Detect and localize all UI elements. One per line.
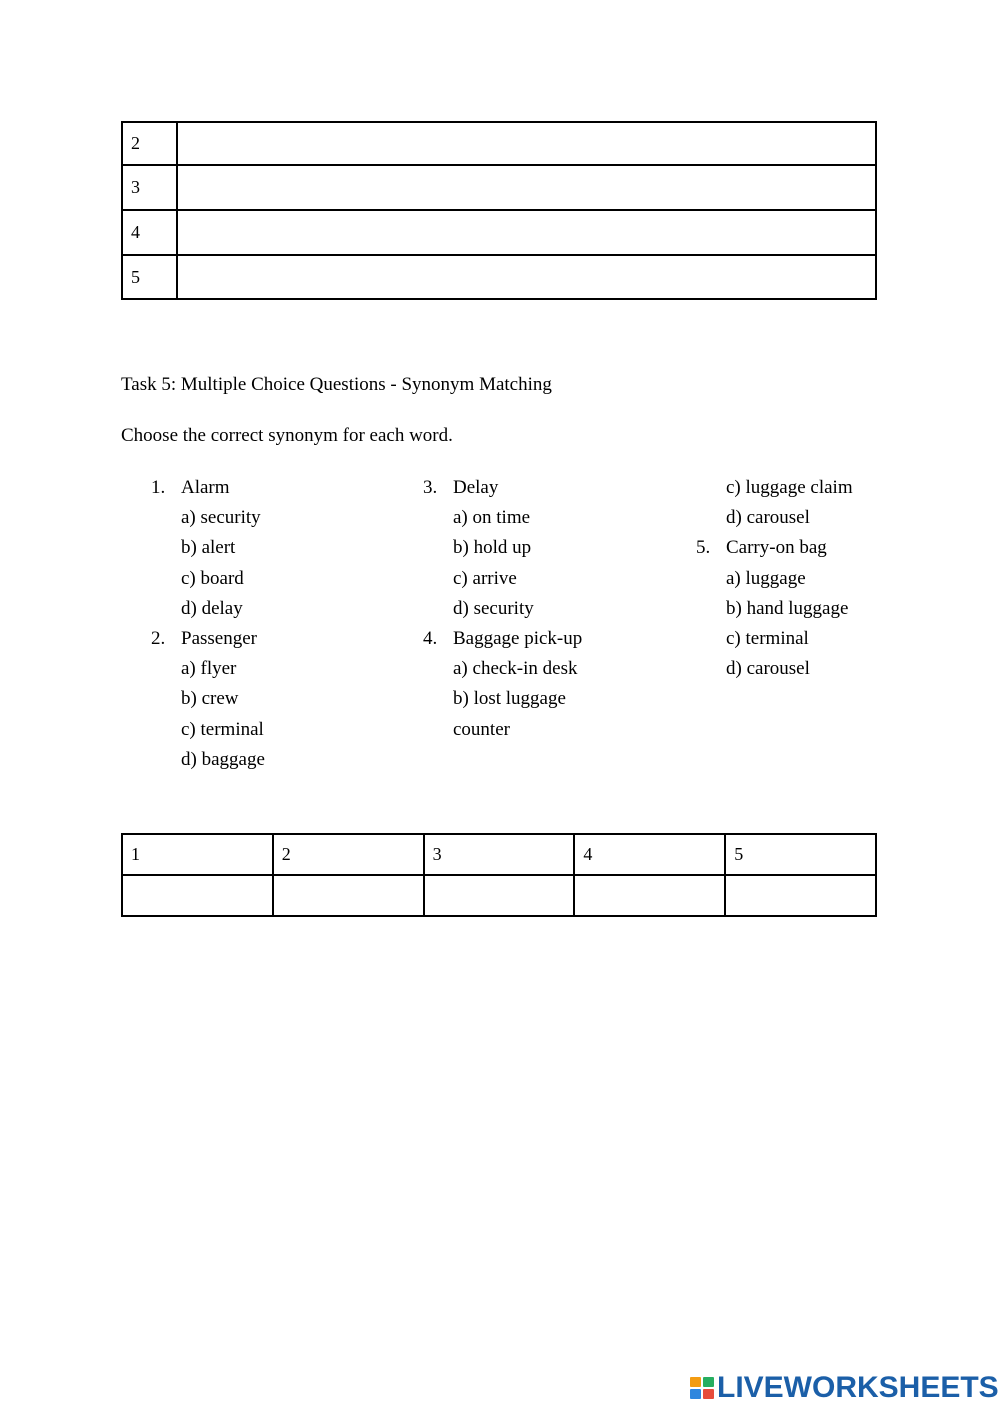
option-d: d) delay — [181, 597, 243, 619]
table-row — [122, 165, 876, 210]
option-a: a) flyer — [181, 658, 237, 680]
question-number: 1. — [151, 477, 166, 498]
answer-cell[interactable] — [177, 210, 876, 255]
option-b: b) hold up — [453, 537, 532, 559]
grid-header: 5 — [725, 834, 876, 875]
option-b: b) hand luggage — [726, 597, 849, 619]
row-number: 2 — [122, 122, 177, 165]
table-row — [122, 875, 876, 916]
row-number: 5 — [122, 255, 177, 299]
option-b: b) lost luggage — [453, 688, 566, 710]
logo-text: LIVEWORKSHEETS — [717, 1371, 999, 1404]
answer-cell[interactable] — [177, 255, 876, 299]
table-row — [122, 122, 876, 165]
grid-header: 2 — [273, 834, 424, 875]
answer-cell[interactable] — [424, 875, 575, 916]
option-a: a) on time — [453, 507, 531, 529]
option-d: d) baggage — [181, 748, 265, 770]
question-column-1 — [121, 473, 381, 775]
question-1 — [121, 473, 381, 503]
question-3 — [393, 473, 653, 503]
option-b: b) crew — [181, 688, 239, 710]
liveworksheets-logo — [690, 1373, 999, 1403]
option-c: c) luggage claim — [726, 477, 853, 498]
row-number: 3 — [122, 165, 177, 210]
answer-cell[interactable] — [725, 875, 876, 916]
grid-header: 4 — [574, 834, 725, 875]
answer-grid — [121, 833, 877, 917]
question-word: Passenger — [181, 627, 257, 649]
option-b: b) alert — [181, 537, 236, 559]
option-c: c) terminal — [726, 627, 809, 649]
answer-cell[interactable] — [574, 875, 725, 916]
option-d: d) carousel — [726, 507, 810, 529]
question-column-3 — [666, 473, 926, 684]
answer-cell[interactable] — [273, 875, 424, 916]
question-word: Carry-on bag — [726, 537, 827, 559]
table-row — [122, 834, 876, 875]
task-title: Task 5: Multiple Choice Questions - Synonym Matching — [121, 374, 552, 395]
row-number: 4 — [122, 210, 177, 255]
question-number: 4. — [423, 627, 438, 649]
task-instructions: Choose the correct synonym for each word. — [121, 425, 453, 446]
answer-cell[interactable] — [122, 875, 273, 916]
option-d: d) carousel — [726, 658, 810, 680]
question-column-2 — [393, 473, 653, 745]
grid-header: 3 — [424, 834, 575, 875]
grid-header: 1 — [122, 834, 273, 875]
question-4 — [393, 624, 653, 654]
answer-cell[interactable] — [177, 165, 876, 210]
answer-cell[interactable] — [177, 122, 876, 165]
option-c: c) terminal — [181, 718, 264, 740]
question-word: Alarm — [181, 477, 230, 498]
question-word: Delay — [453, 477, 499, 498]
question-5 — [666, 533, 926, 563]
question-number: 5. — [696, 537, 711, 559]
option-c: c) board — [181, 567, 244, 589]
question-word: Baggage pick-up — [453, 627, 583, 649]
option-a: a) security — [181, 507, 261, 529]
option-a: a) check-in desk — [453, 658, 578, 680]
option-c: c) arrive — [453, 567, 517, 589]
question-2 — [121, 624, 381, 654]
table-row — [122, 255, 876, 299]
option-b-continued: counter — [453, 718, 510, 740]
option-d: d) security — [453, 597, 534, 619]
option-a: a) luggage — [726, 567, 806, 589]
question-number: 3. — [423, 477, 438, 498]
logo-mark-icon — [690, 1376, 714, 1400]
question-number: 2. — [151, 627, 166, 649]
answer-table-top — [121, 121, 877, 300]
table-row — [122, 210, 876, 255]
